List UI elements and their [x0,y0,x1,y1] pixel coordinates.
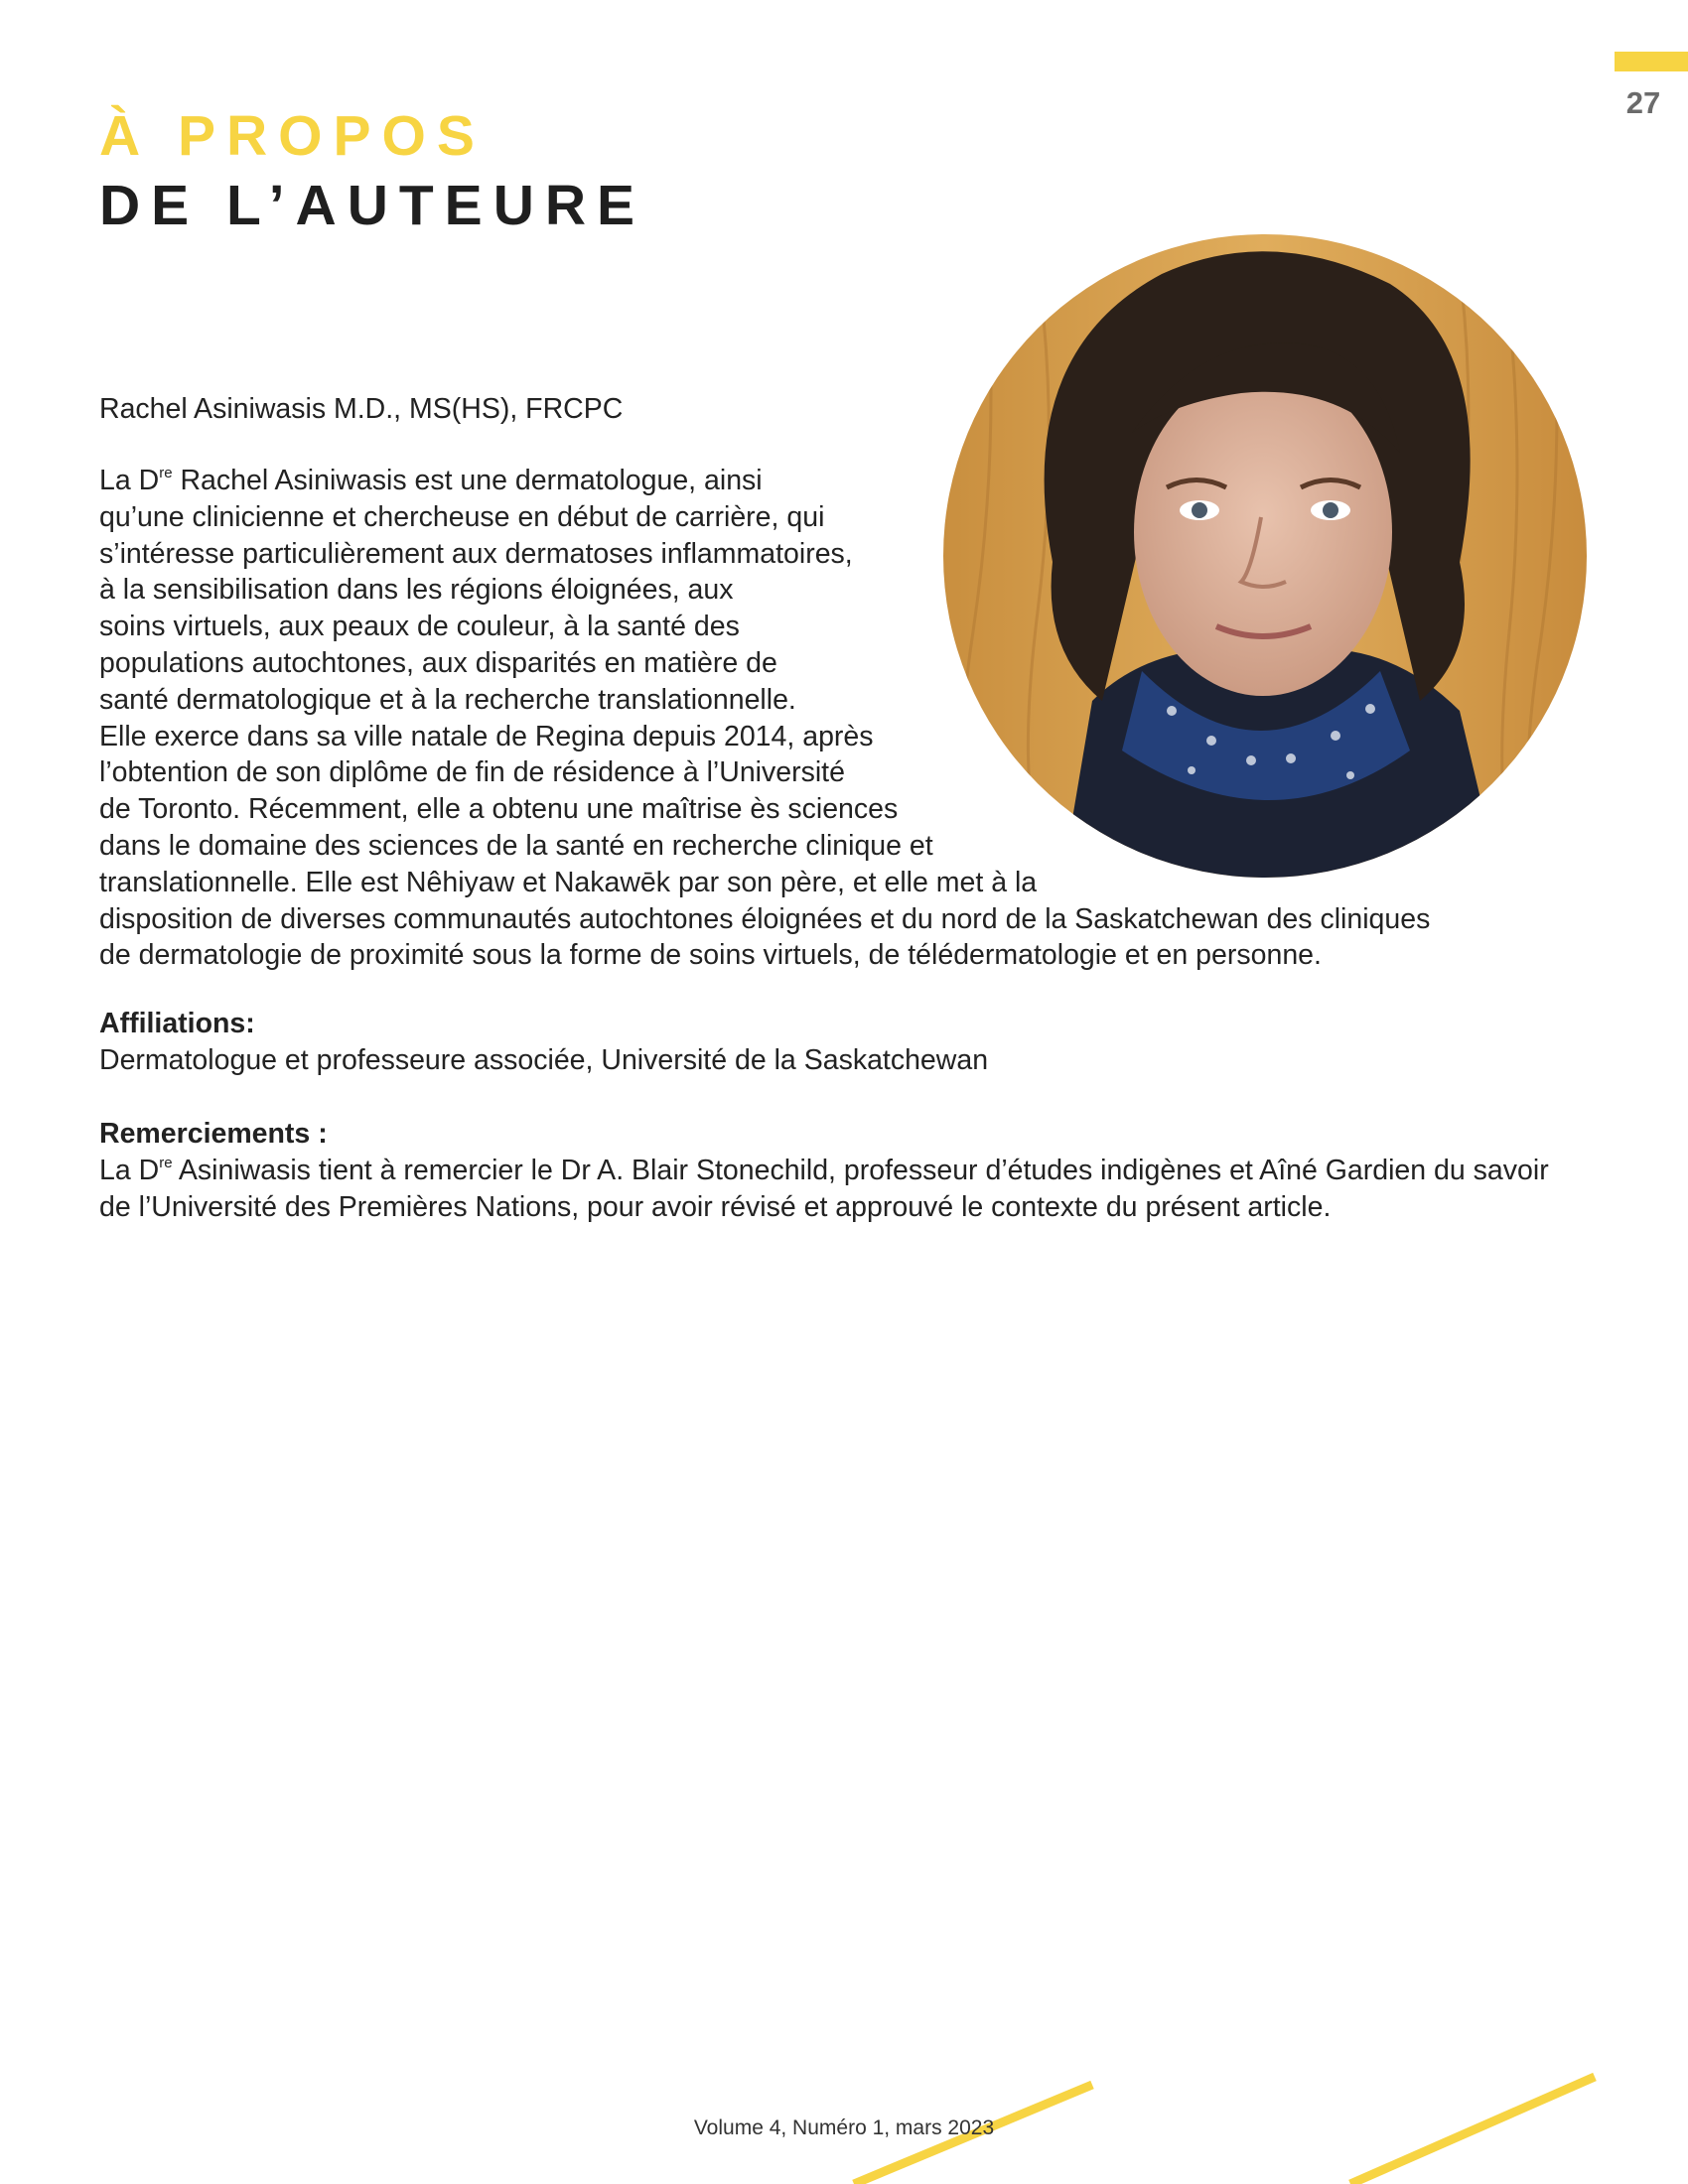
bio-line-post: Rachel Asiniwasis est une dermatologue, ainsi [172,465,763,496]
bio-line: à la sensibilisation dans les régions éloignées, aux [99,574,734,607]
bio-line: dans le domaine des sciences de la santé en recherche clinique et [99,829,933,862]
bio-line: disposition de diverses communautés autochtones éloignées et du nord de la Saskatchewan des cliniques [99,902,1431,935]
bio-line-pre: La D [99,465,160,496]
acknowledgements-sup: re [159,1154,173,1171]
page-title-line2: DE L’AUTEURE [99,174,646,237]
page-title-line1: À PROPOS [99,104,486,168]
page-number: 27 [1625,85,1661,120]
affiliations-text: Dermatologue et professeure associée, Université de la Saskatchewan [99,1043,989,1076]
bio-line: qu’une clinicienne et chercheuse en début de carrière, qui [99,500,825,533]
bio-line-sup: re [159,465,173,481]
acknowledgements-pre: La D [99,1154,160,1186]
affiliations-heading: Affiliations: [99,1008,255,1039]
bio-line: populations autochtones, aux disparités en matière de [99,646,777,679]
acknowledgements-heading: Remerciements : [99,1118,328,1150]
footer-issue-info: Volume 4, Numéro 1, mars 2023 [693,2116,995,2139]
bio-line: soins virtuels, aux peaux de couleur, à la santé des [99,611,740,643]
bio-line: s’intéresse particulièrement aux dermatoses inflammatoires, [99,537,853,570]
bio-line: l’obtention de son diplôme de fin de résidence à l’Université [99,756,845,789]
acknowledgements-post: Asiniwasis tient à remercier le Dr A. Blair Stonechild, professeur d’études indigènes et Aîné Gardien du savoir de l’Université des Premières Nations, pour avoir révisé et approuvé le contexte du présent article. [99,1154,1549,1223]
author-name: Rachel Asiniwasis M.D., MS(HS), FRCPC [99,393,624,425]
bio-line: santé dermatologique et à la recherche translationnelle. [99,683,796,716]
bio-line: Elle exerce dans sa ville natale de Regina depuis 2014, après [99,720,874,752]
bio-line: translationnelle. Elle est Nêhiyaw et Nakawēk par son père, et elle met à la [99,866,1038,898]
bio-line: de dermatologie de proximité sous la forme de soins virtuels, de télédermatologie et en personne. [99,939,1322,972]
bio-line: de Toronto. Récemment, elle a obtenu une maîtrise ès sciences [99,793,899,826]
